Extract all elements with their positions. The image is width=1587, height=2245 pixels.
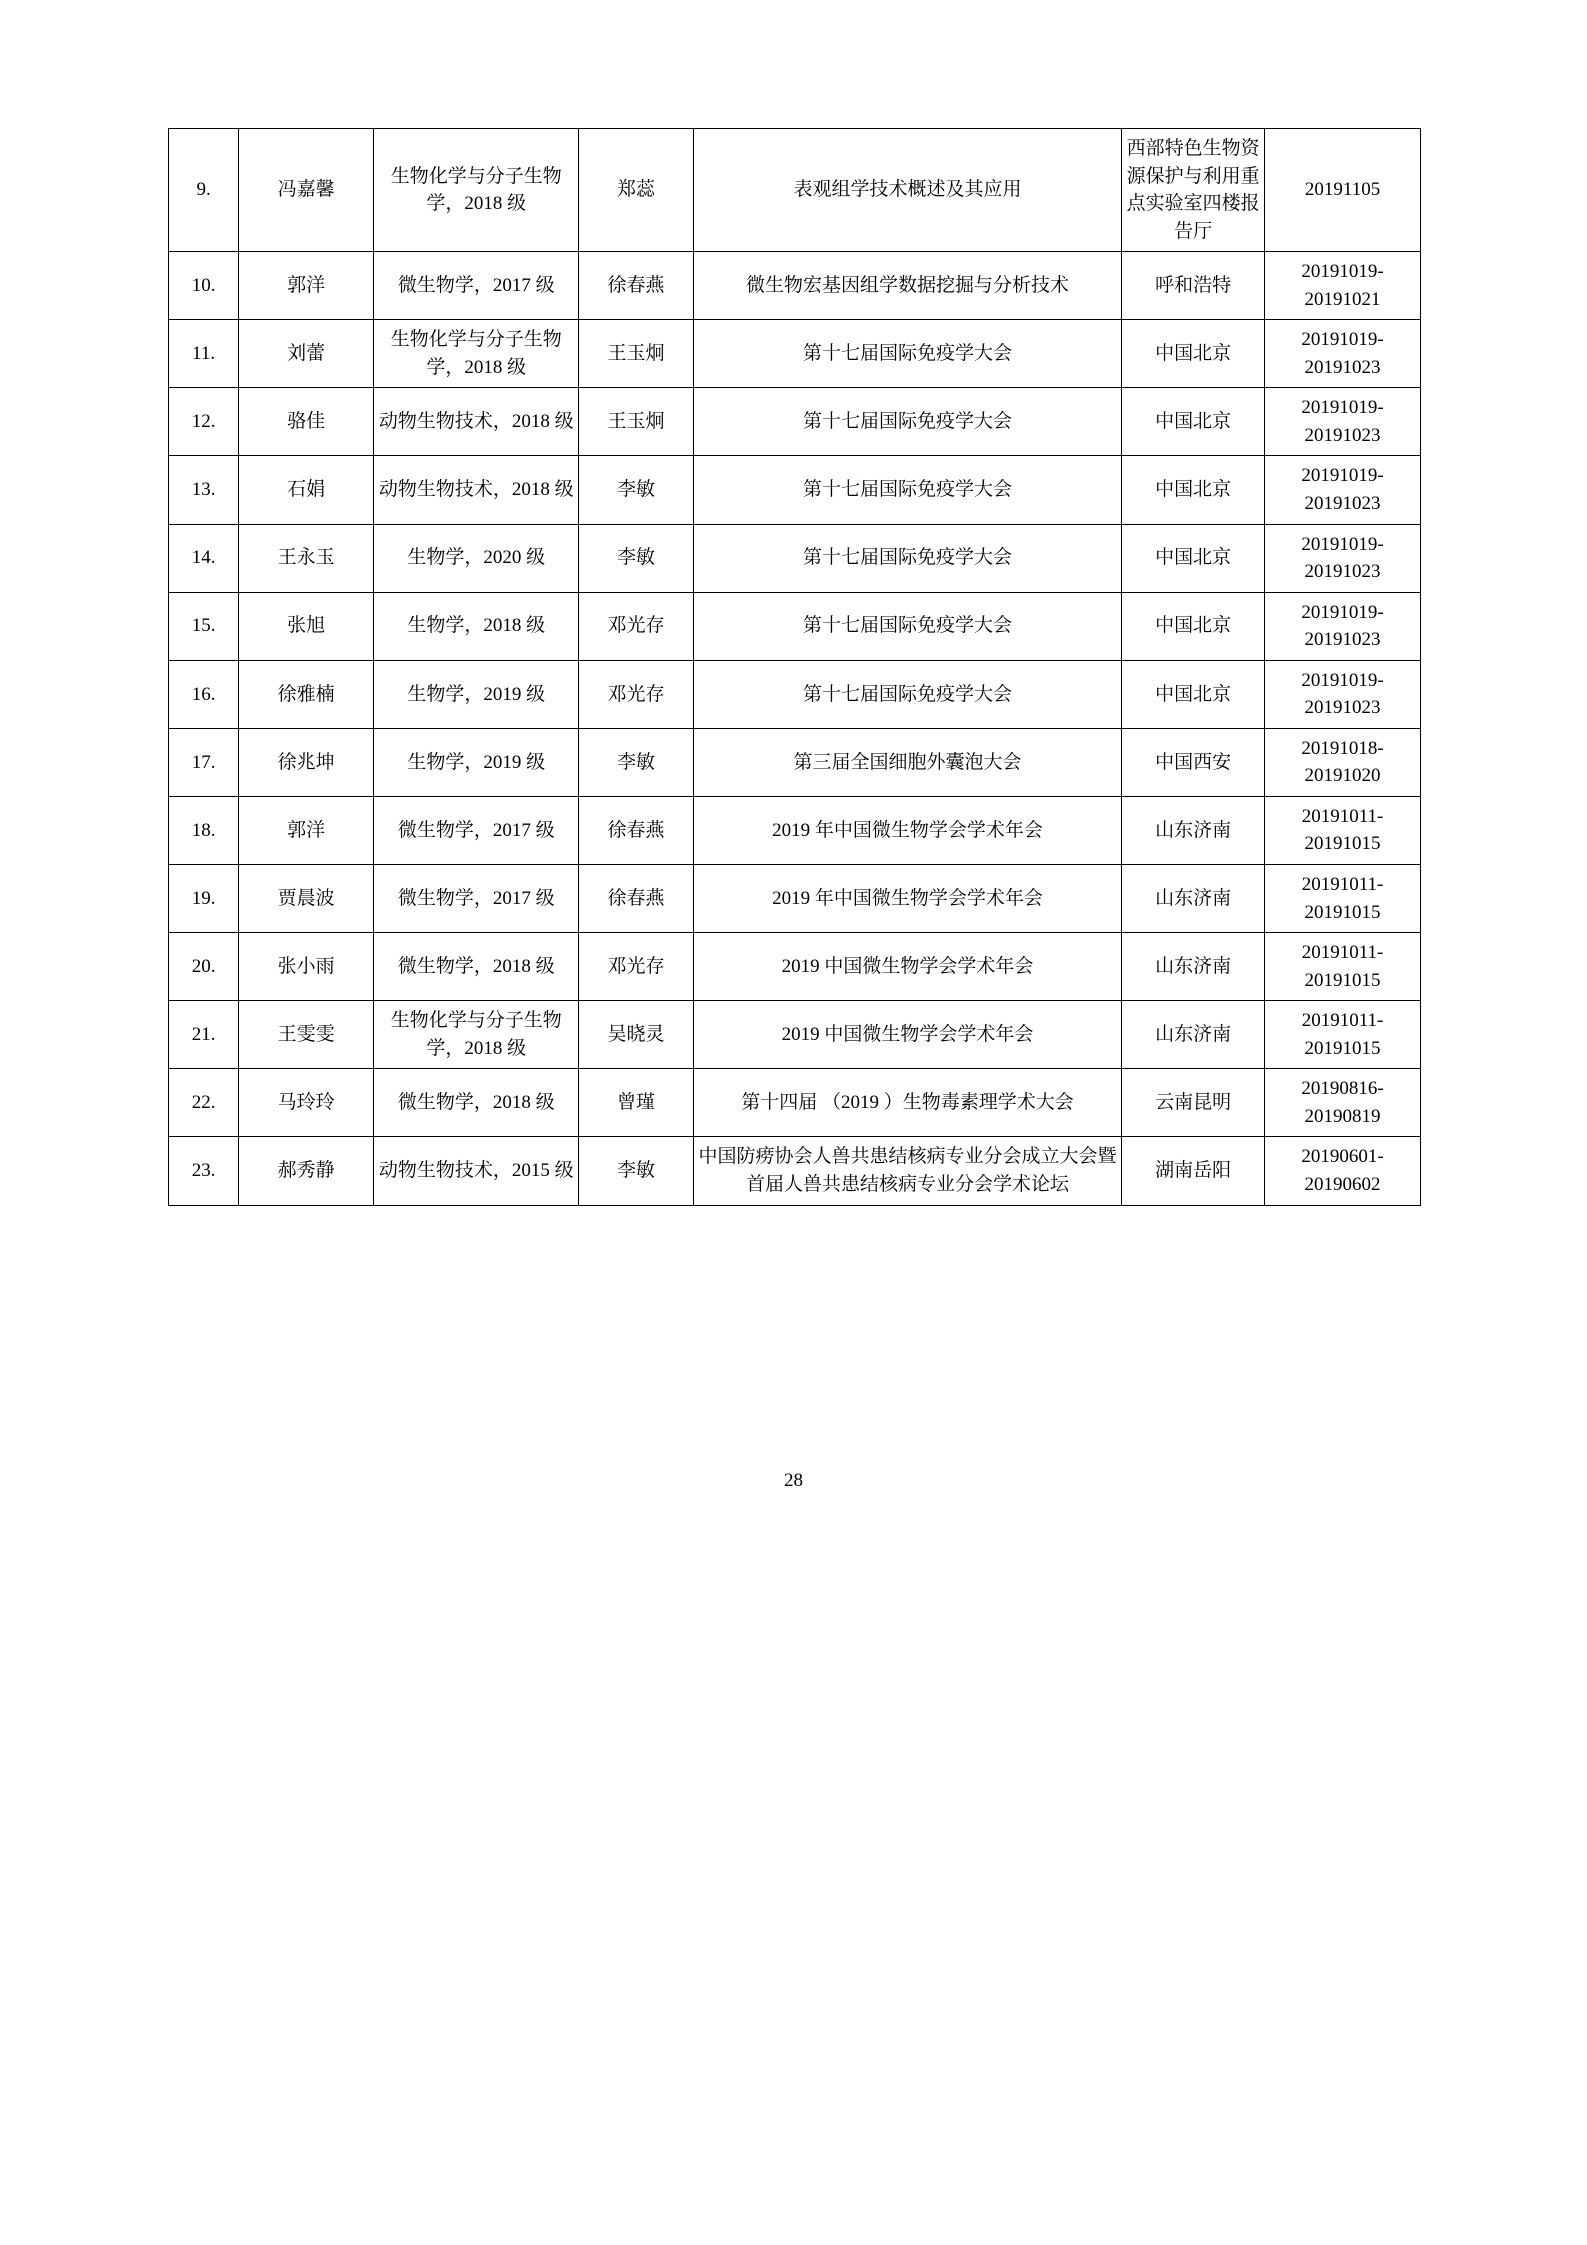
table-row: [169, 865, 1421, 933]
cell-name: 张小雨: [239, 933, 374, 1001]
table-row: [169, 660, 1421, 728]
cell-teacher: 李敏: [579, 524, 693, 592]
cell-teacher: 徐春燕: [579, 796, 693, 864]
cell-major: 动物生物技术，2018 级: [374, 456, 579, 524]
table-row: [169, 728, 1421, 796]
cell-date: 20191019-20191023: [1265, 320, 1421, 388]
cell-date: 20191019-20191023: [1265, 660, 1421, 728]
cell-date: 20190601-20190602: [1265, 1137, 1421, 1205]
table-row: [169, 456, 1421, 524]
table-row: [169, 933, 1421, 1001]
cell-teacher: 李敏: [579, 728, 693, 796]
cell-name: 郭洋: [239, 252, 374, 320]
cell-place: 湖南岳阳: [1122, 1137, 1265, 1205]
cell-place: 山东济南: [1122, 865, 1265, 933]
cell-index: 15.: [169, 592, 239, 660]
cell-name: 骆佳: [239, 388, 374, 456]
cell-topic: 微生物宏基因组学数据挖掘与分析技术: [693, 252, 1122, 320]
cell-name: 徐雅楠: [239, 660, 374, 728]
cell-date: 20191011-20191015: [1265, 933, 1421, 1001]
table-row: [169, 1001, 1421, 1069]
cell-place: 中国北京: [1122, 524, 1265, 592]
cell-index: 14.: [169, 524, 239, 592]
cell-teacher: 李敏: [579, 1137, 693, 1205]
cell-major: 生物学，2019 级: [374, 660, 579, 728]
cell-teacher: 邓光存: [579, 660, 693, 728]
cell-topic: 2019 年中国微生物学会学术年会: [693, 865, 1122, 933]
cell-index: 22.: [169, 1069, 239, 1137]
cell-place: 中国北京: [1122, 592, 1265, 660]
cell-major: 生物化学与分子生物学，2018 级: [374, 1001, 579, 1069]
cell-teacher: 郑蕊: [579, 129, 693, 252]
cell-index: 10.: [169, 252, 239, 320]
table-row: [169, 592, 1421, 660]
cell-topic: 中国防痨协会人兽共患结核病专业分会成立大会暨首届人兽共患结核病专业分会学术论坛: [693, 1137, 1122, 1205]
cell-index: 11.: [169, 320, 239, 388]
cell-name: 贾晨波: [239, 865, 374, 933]
cell-major: 动物生物技术，2015 级: [374, 1137, 579, 1205]
cell-index: 16.: [169, 660, 239, 728]
cell-topic: 2019 中国微生物学会学术年会: [693, 933, 1122, 1001]
cell-major: 微生物学，2017 级: [374, 252, 579, 320]
cell-topic: 表观组学技术概述及其应用: [693, 129, 1122, 252]
cell-date: 20191019-20191021: [1265, 252, 1421, 320]
cell-date: 20191018-20191020: [1265, 728, 1421, 796]
cell-place: 西部特色生物资源保护与利用重点实验室四楼报告厅: [1122, 129, 1265, 252]
cell-major: 微生物学，2017 级: [374, 865, 579, 933]
cell-name: 冯嘉馨: [239, 129, 374, 252]
cell-major: 动物生物技术，2018 级: [374, 388, 579, 456]
cell-place: 山东济南: [1122, 933, 1265, 1001]
cell-place: 山东济南: [1122, 796, 1265, 864]
cell-date: 20190816-20190819: [1265, 1069, 1421, 1137]
cell-major: 微生物学，2017 级: [374, 796, 579, 864]
cell-index: 13.: [169, 456, 239, 524]
cell-major: 微生物学，2018 级: [374, 1069, 579, 1137]
cell-index: 12.: [169, 388, 239, 456]
cell-name: 刘蕾: [239, 320, 374, 388]
cell-name: 王永玉: [239, 524, 374, 592]
cell-index: 9.: [169, 129, 239, 252]
cell-teacher: 吴晓灵: [579, 1001, 693, 1069]
cell-place: 中国北京: [1122, 388, 1265, 456]
cell-name: 徐兆坤: [239, 728, 374, 796]
cell-place: 云南昆明: [1122, 1069, 1265, 1137]
table-row: [169, 252, 1421, 320]
cell-major: 生物学，2019 级: [374, 728, 579, 796]
cell-topic: 第三届全国细胞外囊泡大会: [693, 728, 1122, 796]
cell-teacher: 王玉炯: [579, 320, 693, 388]
cell-place: 中国北京: [1122, 320, 1265, 388]
cell-topic: 第十七届国际免疫学大会: [693, 660, 1122, 728]
cell-teacher: 李敏: [579, 456, 693, 524]
table-row: [169, 1069, 1421, 1137]
cell-index: 17.: [169, 728, 239, 796]
cell-topic: 第十七届国际免疫学大会: [693, 456, 1122, 524]
cell-major: 生物化学与分子生物学，2018 级: [374, 129, 579, 252]
cell-topic: 第十七届国际免疫学大会: [693, 388, 1122, 456]
cell-major: 微生物学，2018 级: [374, 933, 579, 1001]
cell-major: 生物学，2020 级: [374, 524, 579, 592]
cell-topic: 2019 年中国微生物学会学术年会: [693, 796, 1122, 864]
cell-name: 张旭: [239, 592, 374, 660]
table-row: [169, 796, 1421, 864]
cell-date: 20191105: [1265, 129, 1421, 252]
table-row: [169, 524, 1421, 592]
conference-participation-table: [168, 128, 1421, 1206]
cell-place: 中国北京: [1122, 660, 1265, 728]
cell-teacher: 曾瑾: [579, 1069, 693, 1137]
cell-date: 20191019-20191023: [1265, 456, 1421, 524]
cell-place: 中国北京: [1122, 456, 1265, 524]
cell-name: 马玲玲: [239, 1069, 374, 1137]
cell-major: 生物学，2018 级: [374, 592, 579, 660]
cell-topic: 第十七届国际免疫学大会: [693, 524, 1122, 592]
cell-teacher: 徐春燕: [579, 252, 693, 320]
cell-index: 21.: [169, 1001, 239, 1069]
cell-date: 20191011-20191015: [1265, 865, 1421, 933]
cell-index: 20.: [169, 933, 239, 1001]
cell-name: 郝秀静: [239, 1137, 374, 1205]
cell-place: 呼和浩特: [1122, 252, 1265, 320]
cell-place: 山东济南: [1122, 1001, 1265, 1069]
cell-name: 石娟: [239, 456, 374, 524]
page-number: 28: [784, 1470, 803, 1491]
cell-topic: 第十七届国际免疫学大会: [693, 320, 1122, 388]
cell-date: 20191019-20191023: [1265, 592, 1421, 660]
cell-topic: 第十七届国际免疫学大会: [693, 592, 1122, 660]
cell-teacher: 邓光存: [579, 592, 693, 660]
cell-index: 18.: [169, 796, 239, 864]
table-row: [169, 1137, 1421, 1205]
cell-major: 生物化学与分子生物学，2018 级: [374, 320, 579, 388]
cell-date: 20191011-20191015: [1265, 1001, 1421, 1069]
cell-topic: 2019 中国微生物学会学术年会: [693, 1001, 1122, 1069]
cell-place: 中国西安: [1122, 728, 1265, 796]
cell-index: 19.: [169, 865, 239, 933]
cell-teacher: 王玉炯: [579, 388, 693, 456]
cell-teacher: 徐春燕: [579, 865, 693, 933]
table-row: [169, 320, 1421, 388]
table-row: [169, 388, 1421, 456]
cell-date: 20191019-20191023: [1265, 524, 1421, 592]
cell-topic: 第十四届 （2019 ）生物毒素理学术大会: [693, 1069, 1122, 1137]
cell-index: 23.: [169, 1137, 239, 1205]
cell-date: 20191019-20191023: [1265, 388, 1421, 456]
table-row: [169, 129, 1421, 252]
cell-teacher: 邓光存: [579, 933, 693, 1001]
cell-name: 郭洋: [239, 796, 374, 864]
cell-name: 王雯雯: [239, 1001, 374, 1069]
cell-date: 20191011-20191015: [1265, 796, 1421, 864]
